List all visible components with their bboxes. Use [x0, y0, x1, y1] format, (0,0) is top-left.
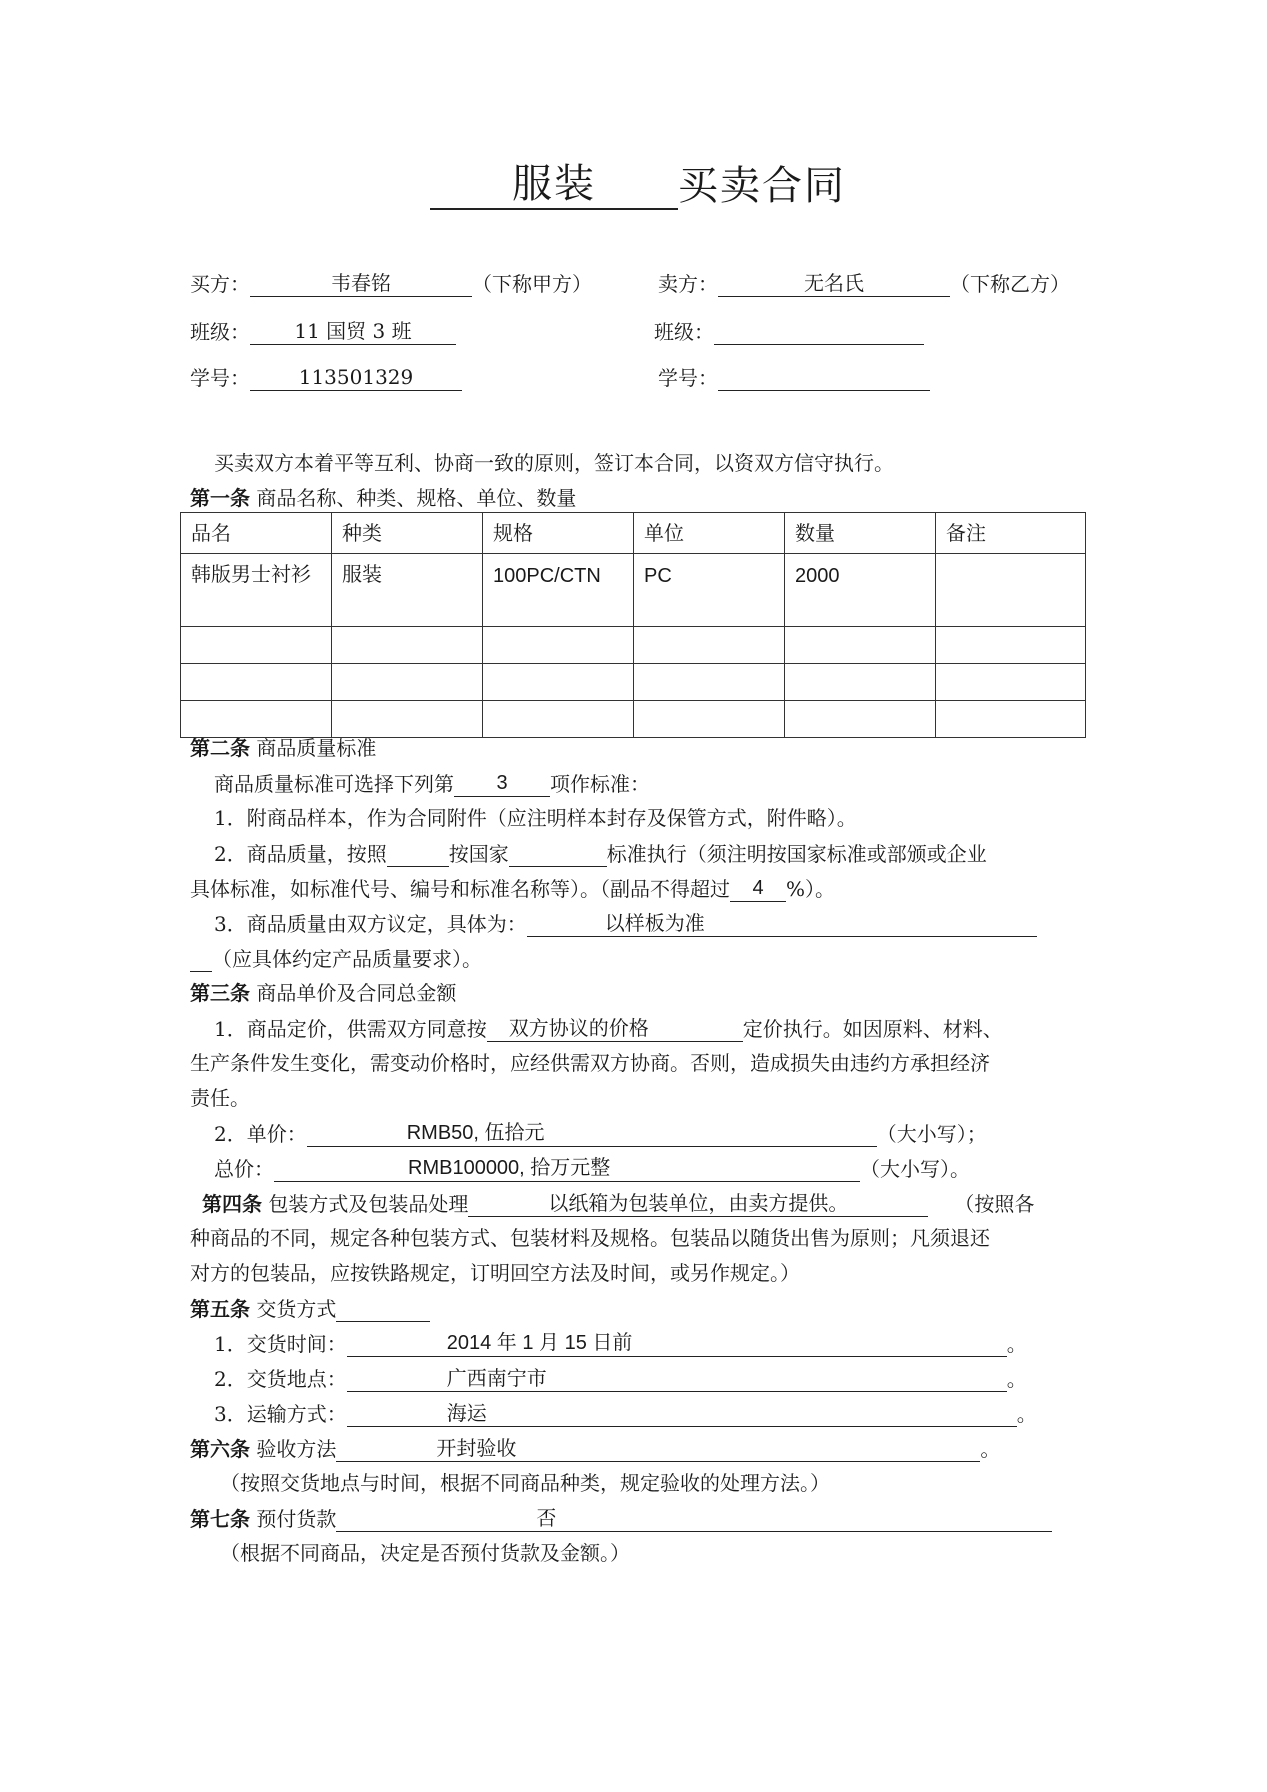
buyer-line — [190, 270, 592, 297]
col-header-name: 品名 — [181, 513, 332, 554]
standard-choice: 3 — [454, 770, 550, 797]
total-price-suffix: （大小写）。 — [860, 1157, 970, 1181]
cell-empty — [634, 627, 785, 664]
article3-item1-line2: 生产条件发生变化，需变动价格时，应经供需双方协商。否则，造成损失由违约方承担经济 — [190, 1051, 990, 1075]
document-title — [430, 160, 846, 210]
article3-item1-line3: 责任。 — [190, 1086, 250, 1110]
buyer-id-label: 学号： — [190, 366, 250, 390]
total-price-label: 总价： — [214, 1157, 274, 1181]
inspection-method — [336, 1435, 980, 1462]
item1-a: 1．商品定价，供需双方同意按 — [214, 1017, 487, 1041]
delivery-time — [347, 1330, 1007, 1357]
item2-c: 标准执行（须注明按国家标准或部颁或企业 — [606, 842, 987, 866]
col-header-qty: 数量 — [785, 513, 936, 554]
buyer-class-label: 班级： — [190, 320, 250, 344]
quality-agreement-value: 以样板为准 — [604, 911, 705, 935]
cell-empty — [936, 627, 1086, 664]
article1-title: 商品名称、种类、规格、单位、数量 — [256, 486, 577, 510]
article2-item2-line2 — [190, 875, 835, 902]
cell-empty — [936, 701, 1086, 738]
item3-a: 3．商品质量由双方议定，具体为： — [214, 912, 527, 936]
delivery-place-label: 2．交货地点： — [214, 1367, 347, 1391]
line-end: 。 — [1016, 1402, 1037, 1426]
col-header-remark: 备注 — [936, 513, 1086, 554]
buyer-class: 11 国贸 3 班 — [250, 318, 456, 345]
transport-label: 3．运输方式： — [214, 1402, 347, 1426]
cell-empty — [483, 627, 634, 664]
article6-title: 验收方法 — [256, 1437, 337, 1461]
article7-note: （根据不同商品，决定是否预付货款及金额。） — [220, 1541, 630, 1565]
cell-spec: 100PC/CTN — [483, 554, 634, 627]
cell-unit: PC — [634, 554, 785, 627]
buyer-label: 买方： — [190, 272, 250, 296]
total-price-line — [214, 1155, 970, 1182]
article5-title: 交货方式 — [256, 1297, 337, 1321]
cell-empty — [332, 701, 483, 738]
cell-empty — [936, 664, 1086, 701]
buyer-name: 韦春铭 — [250, 270, 472, 297]
seller-class-line — [654, 318, 924, 345]
article2-item3-line2 — [190, 945, 482, 972]
article5-number: 第五条 — [190, 1297, 250, 1321]
goods-table — [180, 512, 1086, 738]
item1-b: 定价执行。如因原料、材料、 — [742, 1017, 1003, 1041]
delivery-place — [347, 1365, 1007, 1392]
pricing-basis-value: 双方协议的价格 — [508, 1016, 649, 1040]
col-header-unit: 单位 — [634, 513, 785, 554]
article4-line3: 对方的包装品，应按铁路规定，订明回空方法及时间，或另作规定。） — [190, 1261, 800, 1285]
unit-price — [307, 1120, 877, 1147]
cell-empty — [181, 701, 332, 738]
cell-name: 韩版男士衬衫 — [181, 554, 332, 627]
total-price — [274, 1155, 860, 1182]
seller-label: 卖方： — [658, 272, 718, 296]
article7-title: 预付货款 — [256, 1507, 337, 1531]
defect-percent: 4 — [730, 875, 786, 902]
cell-type: 服装 — [332, 554, 483, 627]
article6-number: 第六条 — [190, 1437, 250, 1461]
packaging-value: 以纸箱为包装单位，由卖方提供。 — [468, 1190, 928, 1217]
col-header-spec: 规格 — [483, 513, 634, 554]
title-rest: 买卖合同 — [678, 163, 846, 209]
delivery-place-value: 广西南宁市 — [446, 1366, 547, 1390]
cell-remark — [936, 554, 1086, 627]
article2-heading — [190, 735, 376, 761]
cell-empty — [634, 664, 785, 701]
seller-line — [658, 270, 1070, 297]
buyer-id-line — [190, 364, 462, 391]
line-end: 。 — [1006, 1367, 1027, 1391]
cell-empty — [483, 701, 634, 738]
article1-heading — [190, 485, 576, 511]
prepayment — [336, 1505, 1052, 1532]
buyer-class-line — [190, 318, 456, 345]
table-row — [181, 627, 1086, 664]
table-row — [181, 664, 1086, 701]
transport-line — [214, 1400, 1037, 1427]
cell-empty — [332, 664, 483, 701]
item2-d: 具体标准，如标准代号、编号和标准名称等）。（副品不得超过 — [190, 877, 730, 901]
cell-empty — [634, 701, 785, 738]
item2-e: %）。 — [786, 877, 836, 901]
delivery-time-line — [214, 1330, 1027, 1357]
seller-class-label: 班级： — [654, 320, 714, 344]
article2-item3-line1 — [214, 910, 1037, 937]
cell-empty — [483, 664, 634, 701]
seller-id-line — [658, 364, 930, 391]
buyer-alias: （下称甲方） — [472, 272, 592, 296]
item2-b: 按国家 — [448, 842, 509, 866]
prepayment-value: 否 — [536, 1506, 557, 1530]
article3-number: 第三条 — [190, 981, 250, 1005]
article4-note-a: （按照各 — [954, 1192, 1035, 1216]
choice-post: 项作标准： — [550, 772, 650, 796]
item3-b: （应具体约定产品质量要求）。 — [212, 947, 482, 971]
intro-text: 买卖双方本着平等互利、协商一致的原则，签订本合同，以资双方信守执行。 — [214, 451, 894, 475]
article4-line1 — [202, 1190, 1034, 1217]
choice-pre: 商品质量标准可选择下列第 — [214, 772, 454, 796]
line-end: 。 — [1006, 1332, 1027, 1356]
seller-name: 无名氏 — [718, 270, 950, 297]
unit-price-label: 2．单价： — [214, 1122, 307, 1146]
col-header-type: 种类 — [332, 513, 483, 554]
buyer-id: 113501329 — [250, 364, 462, 391]
article2-title: 商品质量标准 — [256, 736, 377, 760]
unit-price-value: RMB50, 伍拾元 — [406, 1122, 545, 1144]
unit-price-suffix: （大小写）； — [876, 1122, 987, 1146]
article7-line — [190, 1505, 1052, 1532]
inspection-value: 开封验收 — [436, 1436, 517, 1460]
article2-item1: 1．附商品样本，作为合同附件（应注明样本封存及保管方式，附件略）。 — [214, 806, 857, 830]
unit-price-line — [214, 1120, 987, 1147]
cell-empty — [785, 627, 936, 664]
article4-title: 包装方式及包装品处理 — [268, 1192, 469, 1216]
article3-item1-line1 — [214, 1015, 1003, 1042]
article4-line2: 种商品的不同，规定各种包装方式、包装材料及规格。包装品以随货出售为原则；凡须退还 — [190, 1226, 990, 1250]
delivery-place-line — [214, 1365, 1027, 1392]
delivery-time-label: 1．交货时间： — [214, 1332, 347, 1356]
seller-id-label: 学号： — [658, 366, 718, 390]
article4-number: 第四条 — [202, 1192, 262, 1216]
cell-empty — [181, 627, 332, 664]
line-end: 。 — [980, 1437, 1001, 1461]
transport-mode — [347, 1400, 1017, 1427]
article6-note: （按照交货地点与时间，根据不同商品种类，规定验收的处理方法。） — [220, 1471, 830, 1495]
article2-choice-line — [214, 770, 650, 797]
article3-title: 商品单价及合同总金额 — [256, 981, 457, 1005]
pricing-basis — [487, 1015, 743, 1042]
title-product: 服装 — [430, 160, 678, 210]
article5-heading — [190, 1295, 430, 1322]
article6-line — [190, 1435, 1000, 1462]
item2-a: 2．商品质量，按照 — [214, 842, 387, 866]
cell-qty: 2000 — [785, 554, 936, 627]
article2-number: 第二条 — [190, 736, 250, 760]
table-row — [181, 701, 1086, 738]
table-row — [181, 554, 1086, 627]
quality-agreement — [527, 910, 1037, 937]
table-header-row — [181, 513, 1086, 554]
cell-empty — [181, 664, 332, 701]
cell-empty — [785, 701, 936, 738]
article1-number: 第一条 — [190, 486, 250, 510]
seller-class — [714, 318, 924, 345]
cell-empty — [785, 664, 936, 701]
seller-alias: （下称乙方） — [950, 272, 1070, 296]
total-price-value: RMB100000, 拾万元整 — [408, 1157, 611, 1179]
cell-empty — [332, 627, 483, 664]
seller-id — [718, 364, 930, 391]
transport-value: 海运 — [446, 1401, 487, 1425]
article7-number: 第七条 — [190, 1507, 250, 1531]
article2-item2-line1 — [214, 840, 987, 867]
article3-heading — [190, 980, 456, 1006]
delivery-time-value: 2014 年 1 月 15 日前 — [446, 1332, 633, 1354]
